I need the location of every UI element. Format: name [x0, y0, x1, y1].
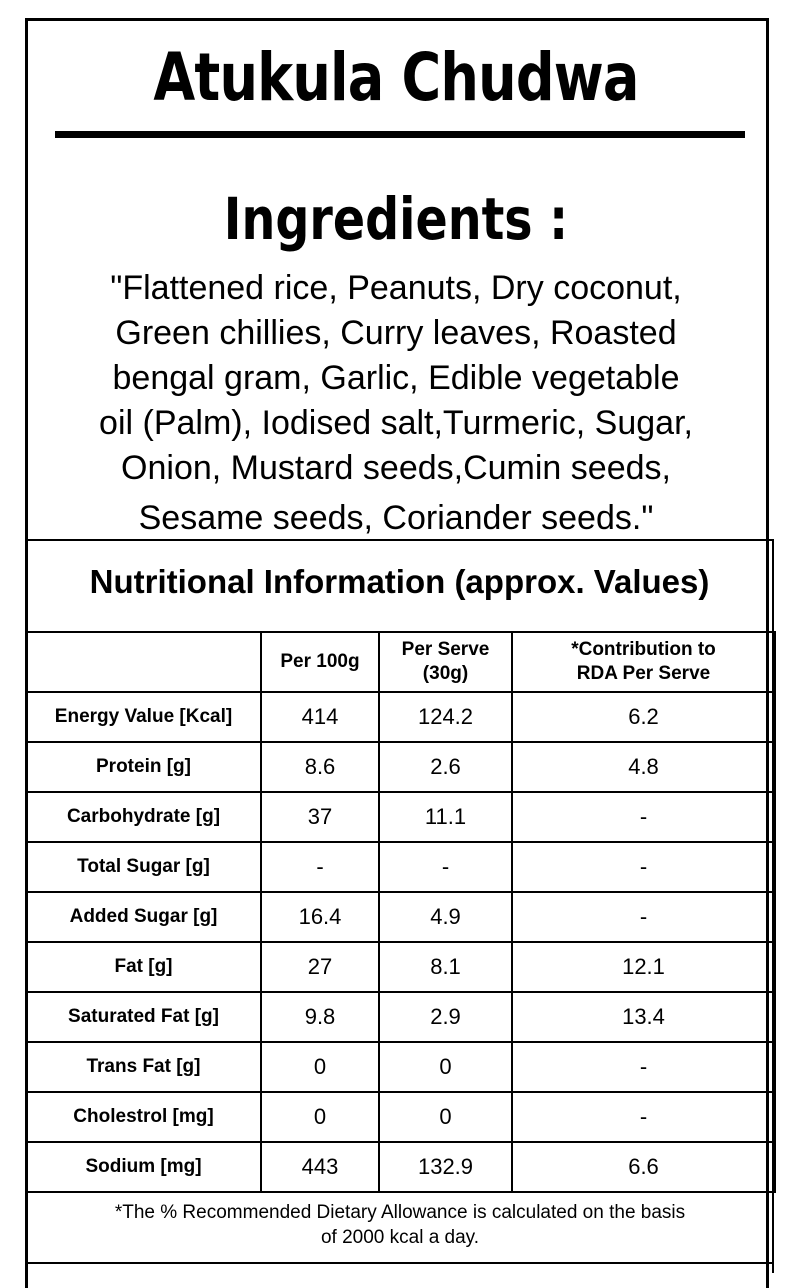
value-per-serve: 4.9 [379, 892, 512, 942]
value-per-serve: 2.6 [379, 742, 512, 792]
ingredients-line: Green chillies, Curry leaves, Roasted [115, 314, 677, 352]
table-row [26, 1092, 775, 1142]
value-per-serve: 8.1 [379, 942, 512, 992]
ingredients-heading: Ingredients : [223, 185, 569, 253]
value-rda: 6.6 [512, 1142, 775, 1192]
value-rda: 12.1 [512, 942, 775, 992]
value-rda: - [512, 1092, 775, 1142]
nutrient-label: Carbohydrate [g] [26, 792, 261, 842]
rda-footnote [60, 1200, 740, 1250]
value-per-100g: 16.4 [261, 892, 379, 942]
value-rda: 13.4 [512, 992, 775, 1042]
header-per-serve-text: Per Serve (30g) [401, 639, 490, 684]
table-row [26, 692, 775, 742]
value-per-serve: 132.9 [379, 1142, 512, 1192]
nutrient-label: Energy Value [Kcal] [26, 692, 261, 742]
nutrient-label: Cholestrol [mg] [26, 1092, 261, 1142]
nutrient-label: Fat [g] [26, 942, 261, 992]
value-rda: 6.2 [512, 692, 775, 742]
value-per-100g: - [261, 842, 379, 892]
header-nutrient [26, 632, 261, 692]
value-per-100g: 37 [261, 792, 379, 842]
ingredients-line: oil (Palm), Iodised salt,Turmeric, Sugar, [99, 404, 693, 442]
value-rda: 4.8 [512, 742, 775, 792]
footnote-line: of 2000 kcal a day. [320, 1227, 480, 1248]
nutrition-title: Nutritional Information (approx. Values) [89, 563, 710, 600]
bottom-divider [25, 1262, 774, 1264]
nutrient-label: Added Sugar [g] [26, 892, 261, 942]
nutrition-table [25, 631, 776, 1193]
title-divider [55, 131, 745, 138]
nutrition-header-row [26, 632, 775, 692]
nutrient-label: Sodium [mg] [26, 1142, 261, 1192]
product-title: Atukula Chudwa [153, 39, 639, 116]
value-per-serve: 124.2 [379, 692, 512, 742]
value-per-serve: 0 [379, 1042, 512, 1092]
value-per-100g: 443 [261, 1142, 379, 1192]
nutrient-label: Trans Fat [g] [26, 1042, 261, 1092]
nutrient-label: Protein [g] [26, 742, 261, 792]
value-per-serve: 11.1 [379, 792, 512, 842]
value-rda: - [512, 792, 775, 842]
value-rda: - [512, 892, 775, 942]
value-per-100g: 0 [261, 1042, 379, 1092]
value-per-100g: 8.6 [261, 742, 379, 792]
value-per-100g: 27 [261, 942, 379, 992]
value-rda: - [512, 842, 775, 892]
nutrient-label: Saturated Fat [g] [26, 992, 261, 1042]
ingredients-line: Sesame seeds, Coriander seeds." [138, 499, 654, 537]
table-row [26, 1042, 775, 1092]
ingredients-line: bengal gram, Garlic, Edible vegetable [112, 359, 680, 397]
table-row [26, 742, 775, 792]
value-per-serve: 2.9 [379, 992, 512, 1042]
value-per-100g: 0 [261, 1092, 379, 1142]
value-per-100g: 9.8 [261, 992, 379, 1042]
value-per-100g: 414 [261, 692, 379, 742]
header-per-100g: Per 100g [261, 632, 379, 692]
value-per-serve: - [379, 842, 512, 892]
ingredients-line: Onion, Mustard seeds,Cumin seeds, [121, 449, 671, 487]
value-per-serve: 0 [379, 1092, 512, 1142]
value-rda: - [512, 1042, 775, 1092]
nutrient-label: Total Sugar [g] [26, 842, 261, 892]
header-rda-text: *Contribution to RDA Per Serve [571, 639, 716, 684]
table-row [26, 992, 775, 1042]
table-row [26, 792, 775, 842]
ingredients-text [40, 266, 752, 541]
header-per-serve [379, 632, 512, 692]
table-row [26, 942, 775, 992]
table-row [26, 1142, 775, 1192]
header-rda [512, 632, 775, 692]
ingredients-line: "Flattened rice, Peanuts, Dry coconut, [110, 269, 682, 307]
footnote-line: *The % Recommended Dietary Allowance is calculated on the basis [114, 1202, 686, 1223]
table-row [26, 892, 775, 942]
table-row [26, 842, 775, 892]
